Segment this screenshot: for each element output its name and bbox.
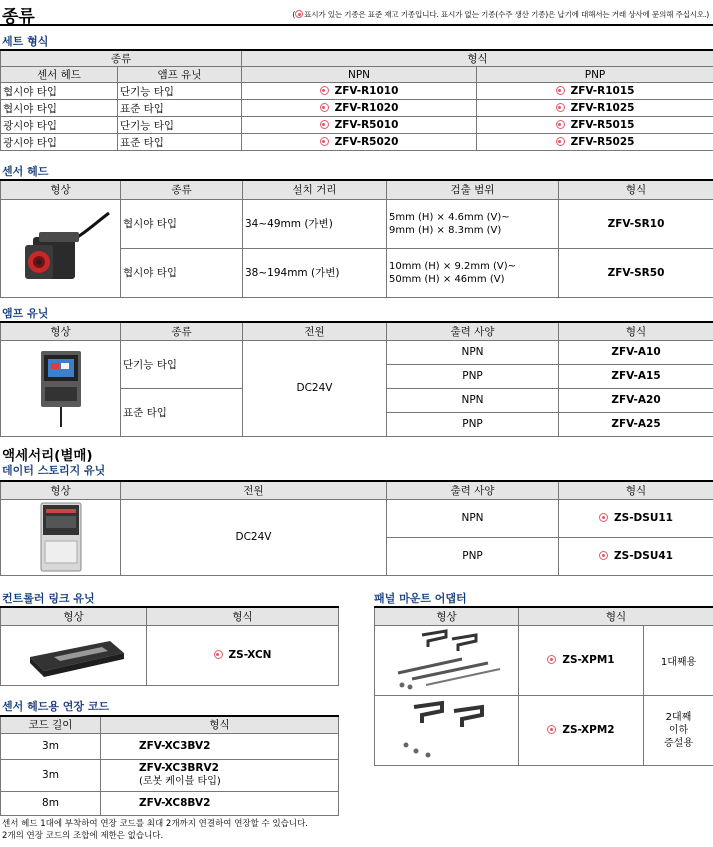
set-header-type: 종류 <box>1 50 242 67</box>
stock-mark-icon <box>320 103 329 112</box>
amp-unit-photo <box>1 340 121 436</box>
section-title-sensor: 센서 헤드 <box>2 165 49 178</box>
table-row: 협시야 타입 표준 타입 ZFV-R1020 ZFV-R1025 <box>1 100 713 117</box>
stock-mark-icon <box>295 10 303 18</box>
panel-adapter-photo-1 <box>375 625 519 695</box>
set-header-head: 센서 헤드 <box>1 67 118 83</box>
set-header-amp: 앰프 유닛 <box>118 67 242 83</box>
stock-mark-icon <box>599 551 608 560</box>
section-title-cord: 센서 헤드용 연장 코드 <box>2 700 110 713</box>
stock-mark-icon <box>320 120 329 129</box>
table-row: PNP ZS-DSU41 <box>1 537 713 575</box>
amp-unit-image <box>31 347 91 429</box>
stock-mark-icon <box>320 86 329 95</box>
section-title-accessories: 액세서리(별매) <box>2 448 93 464</box>
table-row: 8m ZFV-XC8BV2 <box>1 791 339 815</box>
table-row: 협시야 타입 34~49mm (가변) 5mm (H) × 4.6mm (V)~ 9mm (H) × 8.3mm (V) ZFV-SR10 <box>1 199 713 248</box>
table-row: ZS-XPM1 1대째용 <box>375 625 713 695</box>
stock-mark-icon <box>320 137 329 146</box>
section-title-amp: 앰프 유닛 <box>2 307 49 320</box>
section-title-dsu: 데이터 스토리지 유닛 <box>2 464 106 477</box>
cord-table: 코드 길이 형식 3m ZFV-XC3BV2 3m ZFV-XC3BRV2 (로봇 케이블 타입) 8m ZFV-XC8BV2 <box>0 715 339 816</box>
panel-adapter-photo-2 <box>375 695 519 765</box>
stock-mark-icon <box>556 137 565 146</box>
stock-mark-icon <box>547 655 556 664</box>
table-row: 광시야 타입 표준 타입 ZFV-R5020 ZFV-R5025 <box>1 134 713 151</box>
table-row: 단기능 타입 DC24V NPN ZFV-A10 <box>1 340 713 364</box>
stock-mark-icon <box>556 120 565 129</box>
section-title-panel: 패널 마운트 어댑터 <box>374 592 467 605</box>
section-title-link: 컨트롤러 링크 유닛 <box>2 592 95 605</box>
set-header-model: 형식 <box>242 50 713 67</box>
table-row: 3m ZFV-XC3BV2 <box>1 733 339 759</box>
stock-mark-icon <box>556 103 565 112</box>
table-row: PNP ZFV-A15 <box>1 364 713 388</box>
table-row: 광시야 타입 단기능 타입 ZFV-R5010 ZFV-R5015 <box>1 117 713 134</box>
table-row: ZS-XPM2 2대째 이하 증설용 <box>375 695 713 765</box>
stock-mark-icon <box>599 513 608 522</box>
page-title: 종류 <box>2 7 35 27</box>
stock-mark-icon <box>547 725 556 734</box>
dsu-table: 형상 전원 출력 사양 형식 DC24V NPN ZS-DSU11 PNP ZS-DSU41 <box>0 480 713 576</box>
sensor-head-image <box>11 207 111 289</box>
table-row: PNP ZFV-A25 <box>1 412 713 436</box>
dsu-photo <box>1 499 121 575</box>
stock-mark-icon <box>214 650 223 659</box>
set-header-npn: NPN <box>242 67 477 83</box>
footnote: 센서 헤드 1대에 부착하여 연장 코드를 최대 2개까지 연결하여 연장할 수 있습니다. 2개의 연장 코드의 조합에 제한은 없습니다. <box>2 819 308 841</box>
panel-table: 형상 형식 ZS-XPM1 1대째용 ZS-XPM2 2대째 이하 증설용 <box>374 606 713 766</box>
sensor-head-photo <box>1 199 121 297</box>
table-row: 3m ZFV-XC3BRV2 (로봇 케이블 타입) <box>1 759 339 791</box>
section-title-set: 세트 형식 <box>2 35 49 48</box>
table-row: 협시야 타입 38~194mm (가변) 10mm (H) × 9.2mm (V)~ 50mm (H) × 46mm (V) ZFV-SR50 <box>1 248 713 297</box>
link-unit-image <box>14 629 134 681</box>
link-table: 형상 형식 ZS-XCN <box>0 606 339 686</box>
table-row: 표준 타입 NPN ZFV-A20 <box>1 388 713 412</box>
dsu-image <box>31 501 91 573</box>
amp-table: 형상 종류 전원 출력 사양 형식 단기능 타입 DC24V NPN ZFV-A10 PNP ZFV-A15 표준 타입 NPN ZFV-A20 PNP ZFV-A25 <box>0 321 713 437</box>
link-unit-photo <box>1 625 147 685</box>
set-header-pnp: PNP <box>477 67 713 83</box>
panel-adapter-image-2 <box>392 699 502 761</box>
sensor-table: 형상 종류 설치 거리 검출 범위 형식 협시야 타입 34~49mm (가변) 5mm (H) × 4.6mm (V)~ 9mm (H) × 8.3mm (V) ZFV-SR10 협시야 타입 38~194mm (가변) 10mm (H) × 9.2mm (V)~ 50mm (H) × 46mm (V) ZFV-SR50 <box>0 179 713 298</box>
panel-adapter-image-1 <box>392 629 502 691</box>
stock-note: ( 표시가 있는 기종은 표준 재고 기종입니다. 표시가 없는 기종(수주 생산 기종)은 납기에 대해서는 거래 상사에 문의해 주십시오.) <box>292 10 709 19</box>
table-row: ZS-XCN <box>1 625 339 685</box>
table-row: DC24V NPN ZS-DSU11 <box>1 499 713 537</box>
title-bar <box>0 0 713 26</box>
set-table <box>0 49 713 151</box>
table-row: 협시야 타입 단기능 타입 ZFV-R1010 ZFV-R1015 <box>1 83 713 100</box>
stock-mark-icon <box>556 86 565 95</box>
